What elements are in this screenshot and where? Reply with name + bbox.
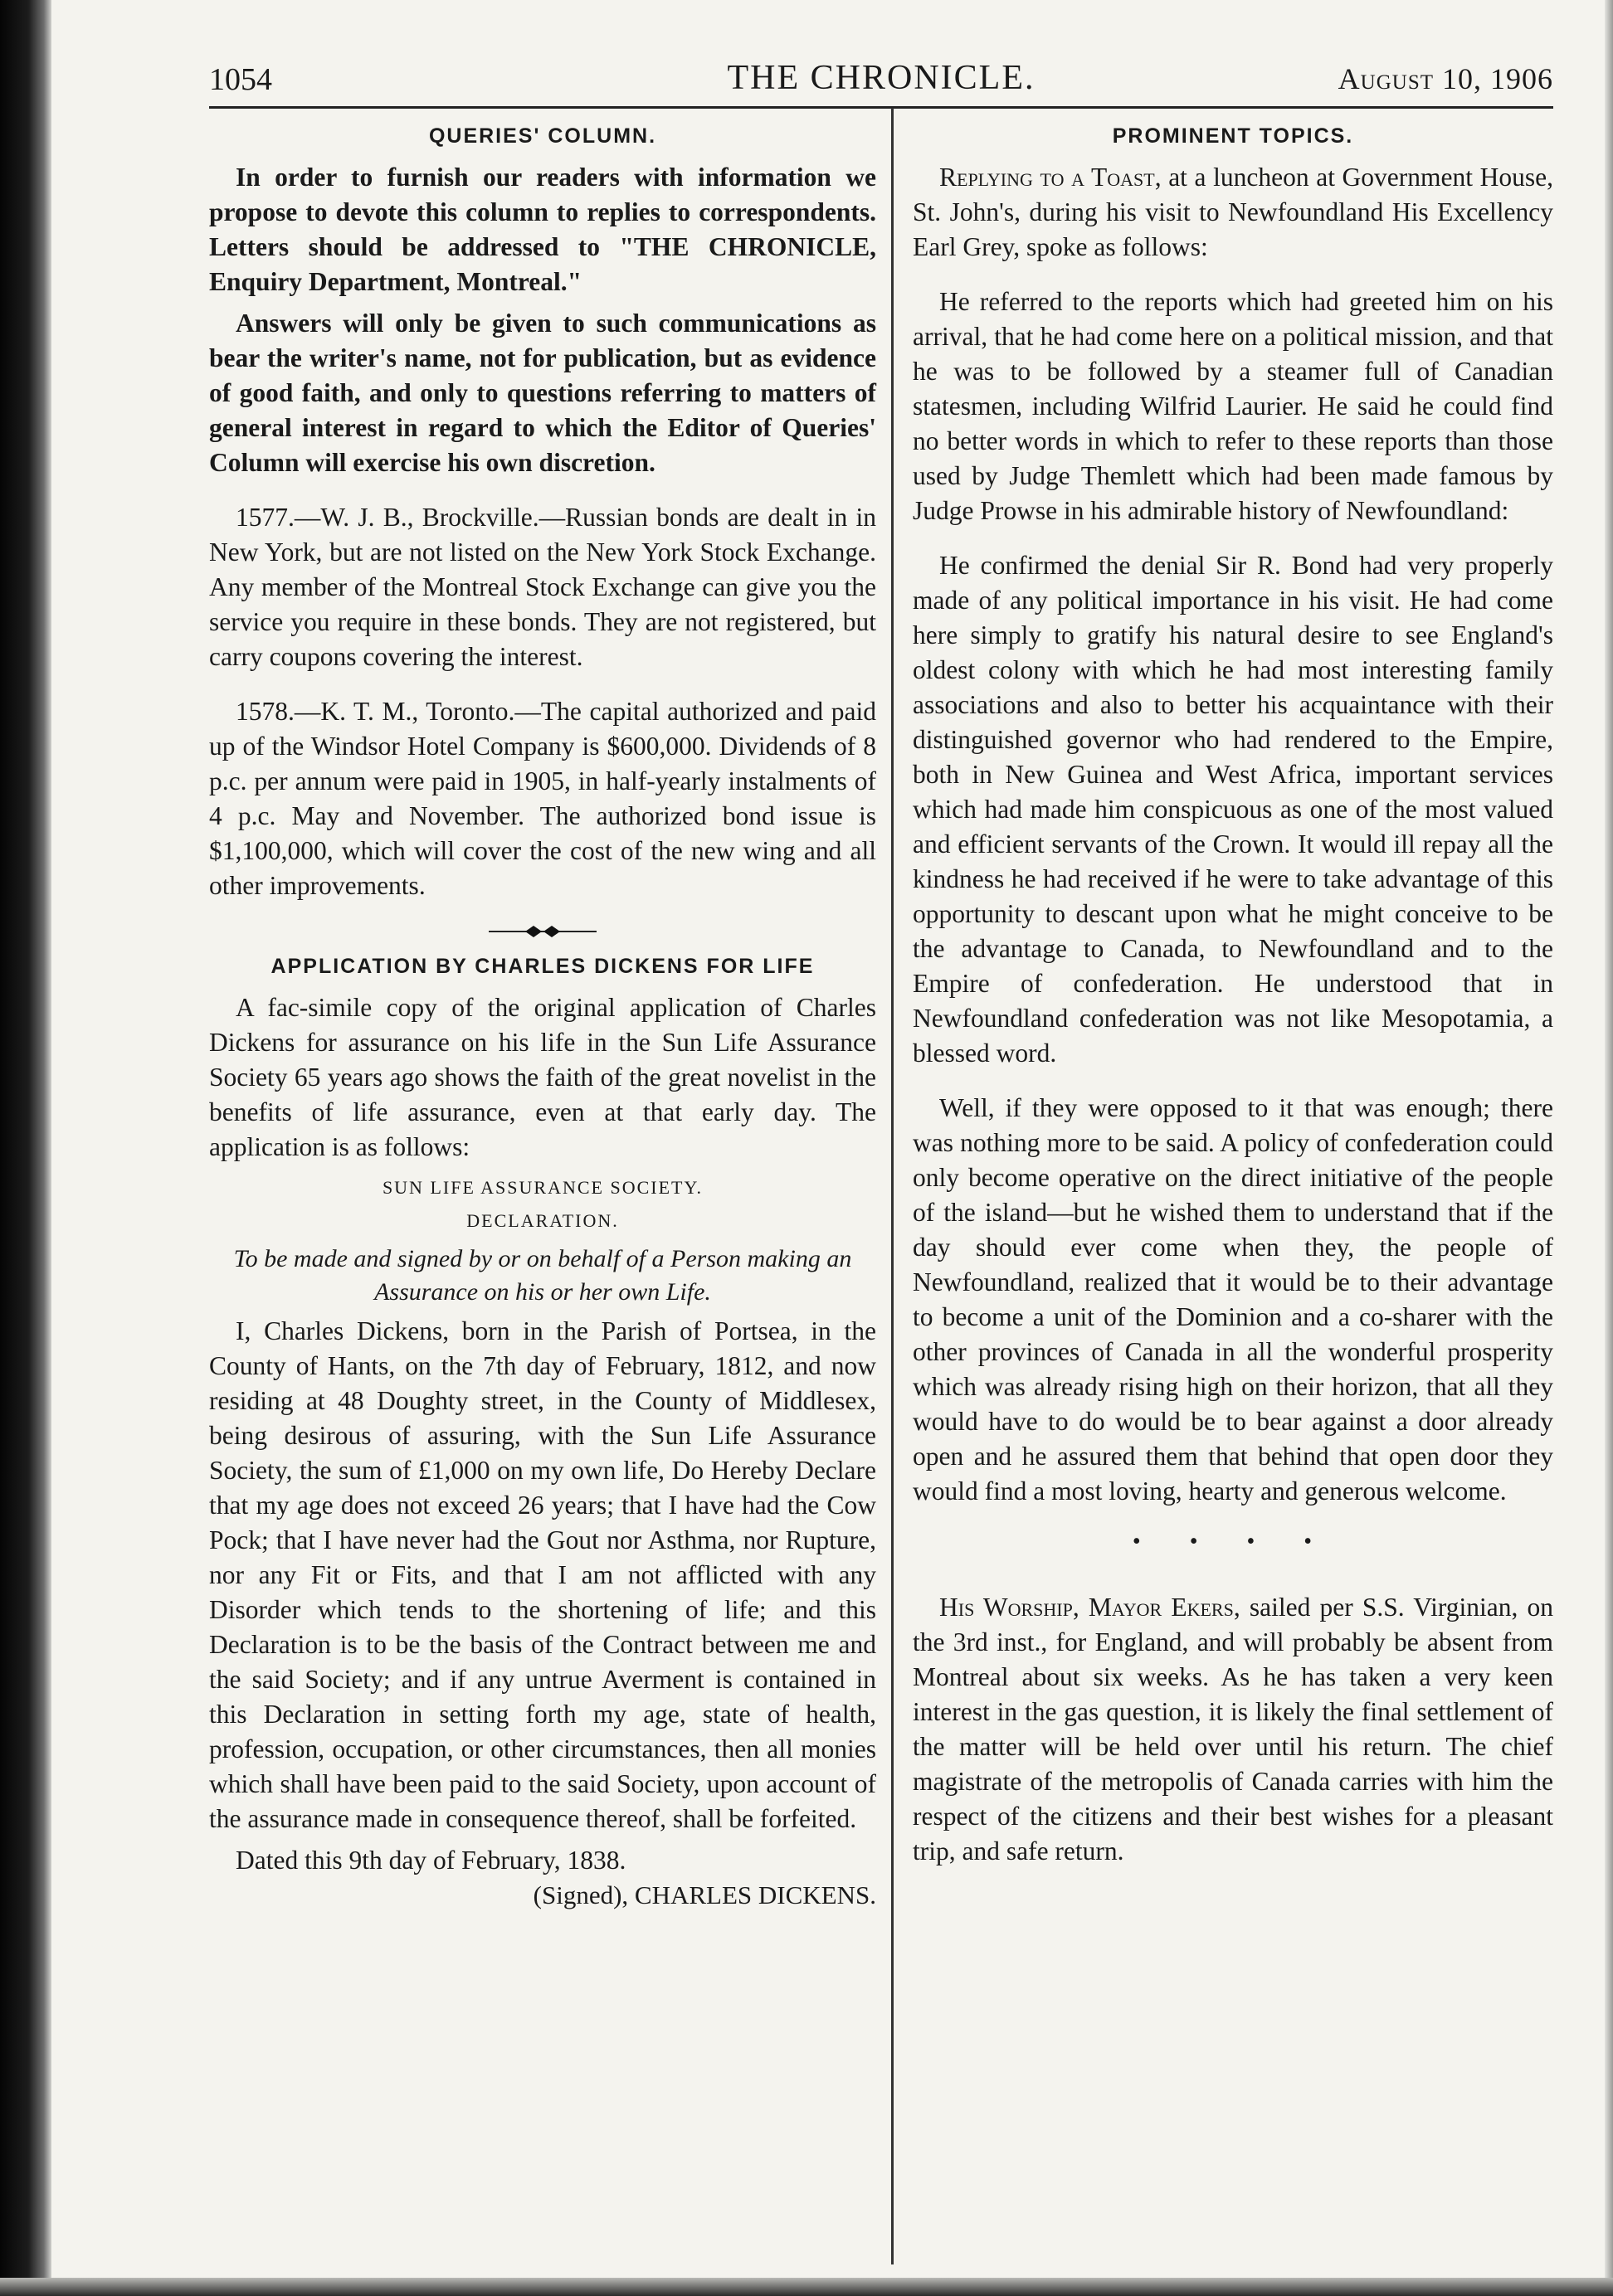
section-ornament [209,923,876,943]
right-column [913,124,1553,1889]
dickens-heading: APPLICATION BY CHARLES DICKENS FOR LIFE [270,955,815,978]
topics-heading: PROMINENT TOPICS. [1112,124,1354,148]
book-spine-shadow [0,0,51,2296]
query-1578: 1578.—K. T. M., Toronto.—The capital authorized and paid up of the Windsor Hotel Company is $600,000. Dividends of 8 p.c. per annum were paid in 1905, in half-yearly instalments of 4 p.c. May and November. The authorized bond issue is $1,100,000, which will cover the cost of the new wing and all other improvements. [209,697,876,900]
lead-in-caps: Replying to a Toast, [939,163,1162,192]
dickens-intro: A fac-simile copy of the original application of Charles Dickens for assurance on his life in the Sun Life Assurance Society 65 years ago shows the faith of the great novelist in the benefits of life assurance, even at that early day. The application is as follows: [209,993,876,1161]
page-edge-bottom [0,2278,1613,2296]
topics-paragraph-5 [913,1590,1553,1869]
topics-paragraph-1 [913,160,1553,265]
issue-date: August 10, 1906 [1338,62,1553,95]
column-divider [891,108,894,2264]
queries-intro-2: Answers will only be given to such communications as bear the writer's name, not for publication, but as evidence of good faith, and only to questions referring to matters of general interest in regard to which the Editor of Queries' Column will exercise his own discretion. [209,309,876,477]
page-header [209,55,1553,105]
query-1577: 1577.—W. J. B., Brockville.—Russian bonds are dealt in in New York, but are not listed on the New York Stock Exchange. Any member of the Montreal Stock Exchange can give you the service you require in these bonds. They are not registered, but carry coupons covering the interest. [209,503,876,671]
section-separator: • • • • [1132,1529,1334,1554]
topics-paragraph-4: Well, if they were opposed to it that was enough; there was nothing more to be said. A policy of confederation could only become operative on the direct initiative of the people of the island—but he wished them to understand that if the day should ever come when they, the people of Newfoundland, realized that it would be to their advantage to become a unit of the Dominion and a co-sharer with the other provinces of Canada in all the wonderful prosperity which was already rising high on their horizon, that all they would have to do would be to bear against a door already open and he assured them that behind that open door they would find a most loving, hearty and generous welcome. [913,1093,1553,1506]
paragraph-5-rest: sailed per S.S. Virginian, on the 3rd inst., for England, and will probably be absent from Montreal about six weeks. As he has taken a very keen interest in the gas question, it is likely the final settlement of the matter will be held over until his return. The chief magistrate of the metropolis of Canada carries with him the respect of the citizens and their best wishes for a pleasant trip, and safe return. [913,1593,1553,1866]
topics-paragraph-3: He confirmed the denial Sir R. Bond had very properly made of any political importance in his visit. He had come here simply to gratify his natural desire to see England's oldest colony with which he had most interesting family associations and also to better his acquaintance with their distinguished governor who had rendered to the Empire, both in New Guinea and West Africa, important services which had made him conspicuous as one of the most valued and efficient servants of the Crown. It would ill repay all the kindness he had received if he were to take advantage of this opportunity to descant upon what he might conceive to be the advantage to Canada, to Newfoundland and to the Empire of confederation. He understood that in Newfoundland confederation was not like Mesopotamia, a blessed word. [913,551,1553,1068]
declaration-text: I, Charles Dickens, born in the Parish of Portsea, in the County of Hants, on the 7th day of February, 1812, and now residing at 48 Doughty street, in the County of Middlesex, being desirous of assuring, with the Sun Life Assurance Society, the sum of £1,000 on my own life, Do Hereby Declare that my age does not exceed 26 years; that I have had the Cow Pock; that I have never had the Gout nor Asthma, nor Rupture, nor any Fit or Fits, and that I am not afflicted with any Disorder which tends to the shortening of life; and this Declaration is to be the basis of the Contract between me and the said Society; and if any untrue Averment is contained in this Declaration in setting forth my age, state of health, profession, occupation, or other circumstances, then all monies which shall have been paid to the said Society, upon account of the assurance made in consequence thereof, shall be forfeited. [209,1316,876,1833]
society-name: SUN LIFE ASSURANCE SOCIETY. [382,1177,704,1198]
declaration-signature: (Signed), CHARLES DICKENS. [533,1880,876,1909]
queries-heading: QUERIES' COLUMN. [428,124,657,148]
declaration-instruction: To be made and signed by or on behalf of a Person making an Assurance on his or her own Life. [233,1245,852,1306]
page-edge-right [1605,0,1613,2296]
lead-in-caps-2: His Worship, Mayor Ekers, [939,1593,1240,1622]
paragraph-1-rest: at a luncheon at Government House, St. John's, during his visit to Newfoundland His Excellency Earl Grey, spoke as follows: [913,163,1553,261]
topics-paragraph-2: He referred to the reports which had greeted him on his arrival, that he had come here on a political mission, and that he was to be followed by a steamer full of Canadian statesmen, including Wilfrid Laurier. He said he could find no better words in which to refer to these reports than those used by Judge Themlett which had been made famous by Judge Prowse in his admirable history of Newfoundland: [913,287,1553,525]
header-rule [209,106,1553,109]
newspaper-title: THE CHRONICLE. [727,59,1036,97]
left-column [209,124,876,1913]
declaration-dated: Dated this 9th day of February, 1838. [236,1846,626,1875]
page-number: 1054 [209,62,272,97]
queries-intro-1: In order to furnish our readers with information we propose to devote this column to replies to correspondents. Letters should be addressed to "THE CHRONICLE, Enquiry Department, Montreal." [209,163,876,296]
declaration-title: DECLARATION. [466,1210,619,1231]
